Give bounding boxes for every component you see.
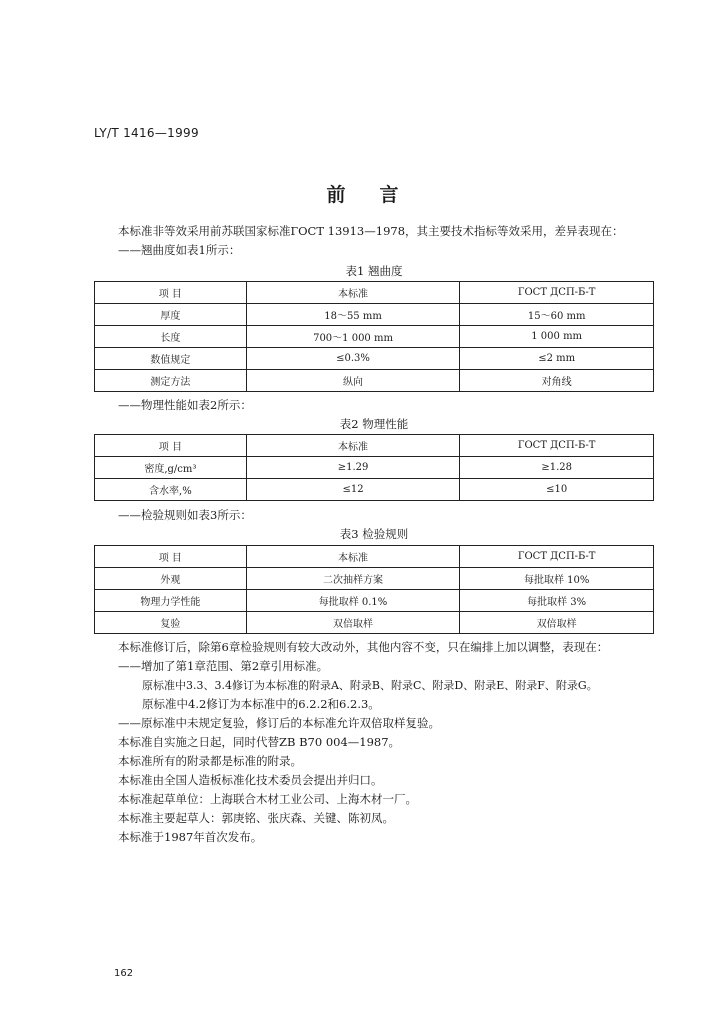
header-cell: 项 目 — [95, 546, 247, 568]
table-row — [95, 326, 654, 348]
table-cell: 密度,g/cm³ — [95, 457, 247, 479]
table-cell: ≤2 mm — [460, 348, 654, 370]
table-cell: 每批取样 3% — [460, 590, 654, 612]
header-cell: ГОСТ ДСП-Б-Т — [460, 546, 654, 568]
table-cell: 1 000 mm — [460, 326, 654, 348]
table-cell: 数值规定 — [95, 348, 247, 370]
intro-text: 本标准非等效采用前苏联国家标准ГОСТ 13913—1978，其主要技术指标等效采用，差异表现在： — [118, 224, 624, 238]
table-cell: 长度 — [95, 326, 247, 348]
body-line: 本标准起草单位：上海联合木材工业公司、上海木材一厂。 — [118, 792, 417, 806]
header-cell: 本标准 — [246, 546, 460, 568]
body-line: 本标准修订后，除第6章检验规则有较大改动外，其他内容不变，只在编排上加以调整，表现在： — [118, 640, 609, 654]
header-cell: 项 目 — [95, 282, 247, 304]
body-line: 本标准于1987年首次发布。 — [118, 830, 263, 844]
table1-caption: 表1 翘曲度 — [345, 264, 403, 278]
table-physical-properties — [94, 434, 654, 501]
body-line: 原标准中3.3、3.4修订为本标准的附录A、附录B、附录C、附录D、附录E、附录F、附录G。 — [142, 679, 598, 692]
body-line: ——原标准中未规定复验，修订后的本标准允许双倍取样复验。 — [118, 716, 440, 730]
header-cell: 本标准 — [246, 282, 460, 304]
table3-intro: ——检验规则如表3所示： — [118, 508, 252, 522]
table-cell: 双倍取样 — [460, 612, 654, 634]
table-cell: 物理力学性能 — [95, 590, 247, 612]
table-cell: ≥1.29 — [246, 457, 460, 479]
table1-intro: ——翘曲度如表1所示： — [118, 243, 241, 257]
table-cell: 双倍取样 — [246, 612, 460, 634]
body-line: 本标准主要起草人：郭庚铭、张庆森、关键、陈初凤。 — [118, 811, 394, 825]
body-line: 本标准所有的附录都是标准的附录。 — [118, 754, 302, 768]
table-row — [95, 348, 654, 370]
table-row — [95, 568, 654, 590]
table-cell: 每批取样 0.1% — [246, 590, 460, 612]
table-cell: ≥1.28 — [460, 457, 654, 479]
standard-number: LY/T 1416—1999 — [94, 126, 199, 140]
header-cell: 项 目 — [95, 435, 247, 457]
table-cell: 对角线 — [460, 370, 654, 392]
table-warpage — [94, 281, 654, 392]
table2-intro: ——物理性能如表2所示： — [118, 398, 252, 412]
table-cell: 纵向 — [246, 370, 460, 392]
table-header-row — [95, 435, 654, 457]
table-header-row — [95, 282, 654, 304]
table-cell: 700～1 000 mm — [246, 326, 460, 348]
body-line: 本标准自实施之日起，同时代替ZB B70 004—1987。 — [118, 735, 401, 749]
table-cell: ≤12 — [246, 479, 460, 501]
table-row — [95, 457, 654, 479]
body-line: 本标准由全国人造板标准化技术委员会提出并归口。 — [118, 773, 383, 787]
table2-caption: 表2 物理性能 — [339, 417, 409, 431]
table-cell: 外观 — [95, 568, 247, 590]
table-cell: ≤0.3% — [246, 348, 460, 370]
table-header-row — [95, 546, 654, 568]
table-row — [95, 612, 654, 634]
body-line: 原标准中4.2修订为本标准中的6.2.2和6.2.3。 — [142, 697, 380, 711]
table-cell: 二次抽样方案 — [246, 568, 460, 590]
header-cell: 本标准 — [246, 435, 460, 457]
table-cell: 含水率,% — [95, 479, 247, 501]
table-row — [95, 590, 654, 612]
table-row — [95, 370, 654, 392]
table-cell: 厚度 — [95, 304, 247, 326]
table-cell: 18～55 mm — [246, 304, 460, 326]
table-row — [95, 304, 654, 326]
table-cell: 每批取样 10% — [460, 568, 654, 590]
table-cell: ≤10 — [460, 479, 654, 501]
page-number: 162 — [114, 968, 134, 979]
table3-caption: 表3 检验规则 — [339, 527, 409, 541]
table-cell: 15～60 mm — [460, 304, 654, 326]
page-title: 前言 — [326, 184, 433, 206]
table-cell: 复验 — [95, 612, 247, 634]
table-row — [95, 479, 654, 501]
header-cell: ГОСТ ДСП-Б-Т — [460, 435, 654, 457]
header-cell: ГОСТ ДСП-Б-Т — [460, 282, 654, 304]
body-line: ——增加了第1章范围、第2章引用标准。 — [118, 659, 329, 673]
table-inspection-rules — [94, 545, 654, 634]
table-cell: 测定方法 — [95, 370, 247, 392]
